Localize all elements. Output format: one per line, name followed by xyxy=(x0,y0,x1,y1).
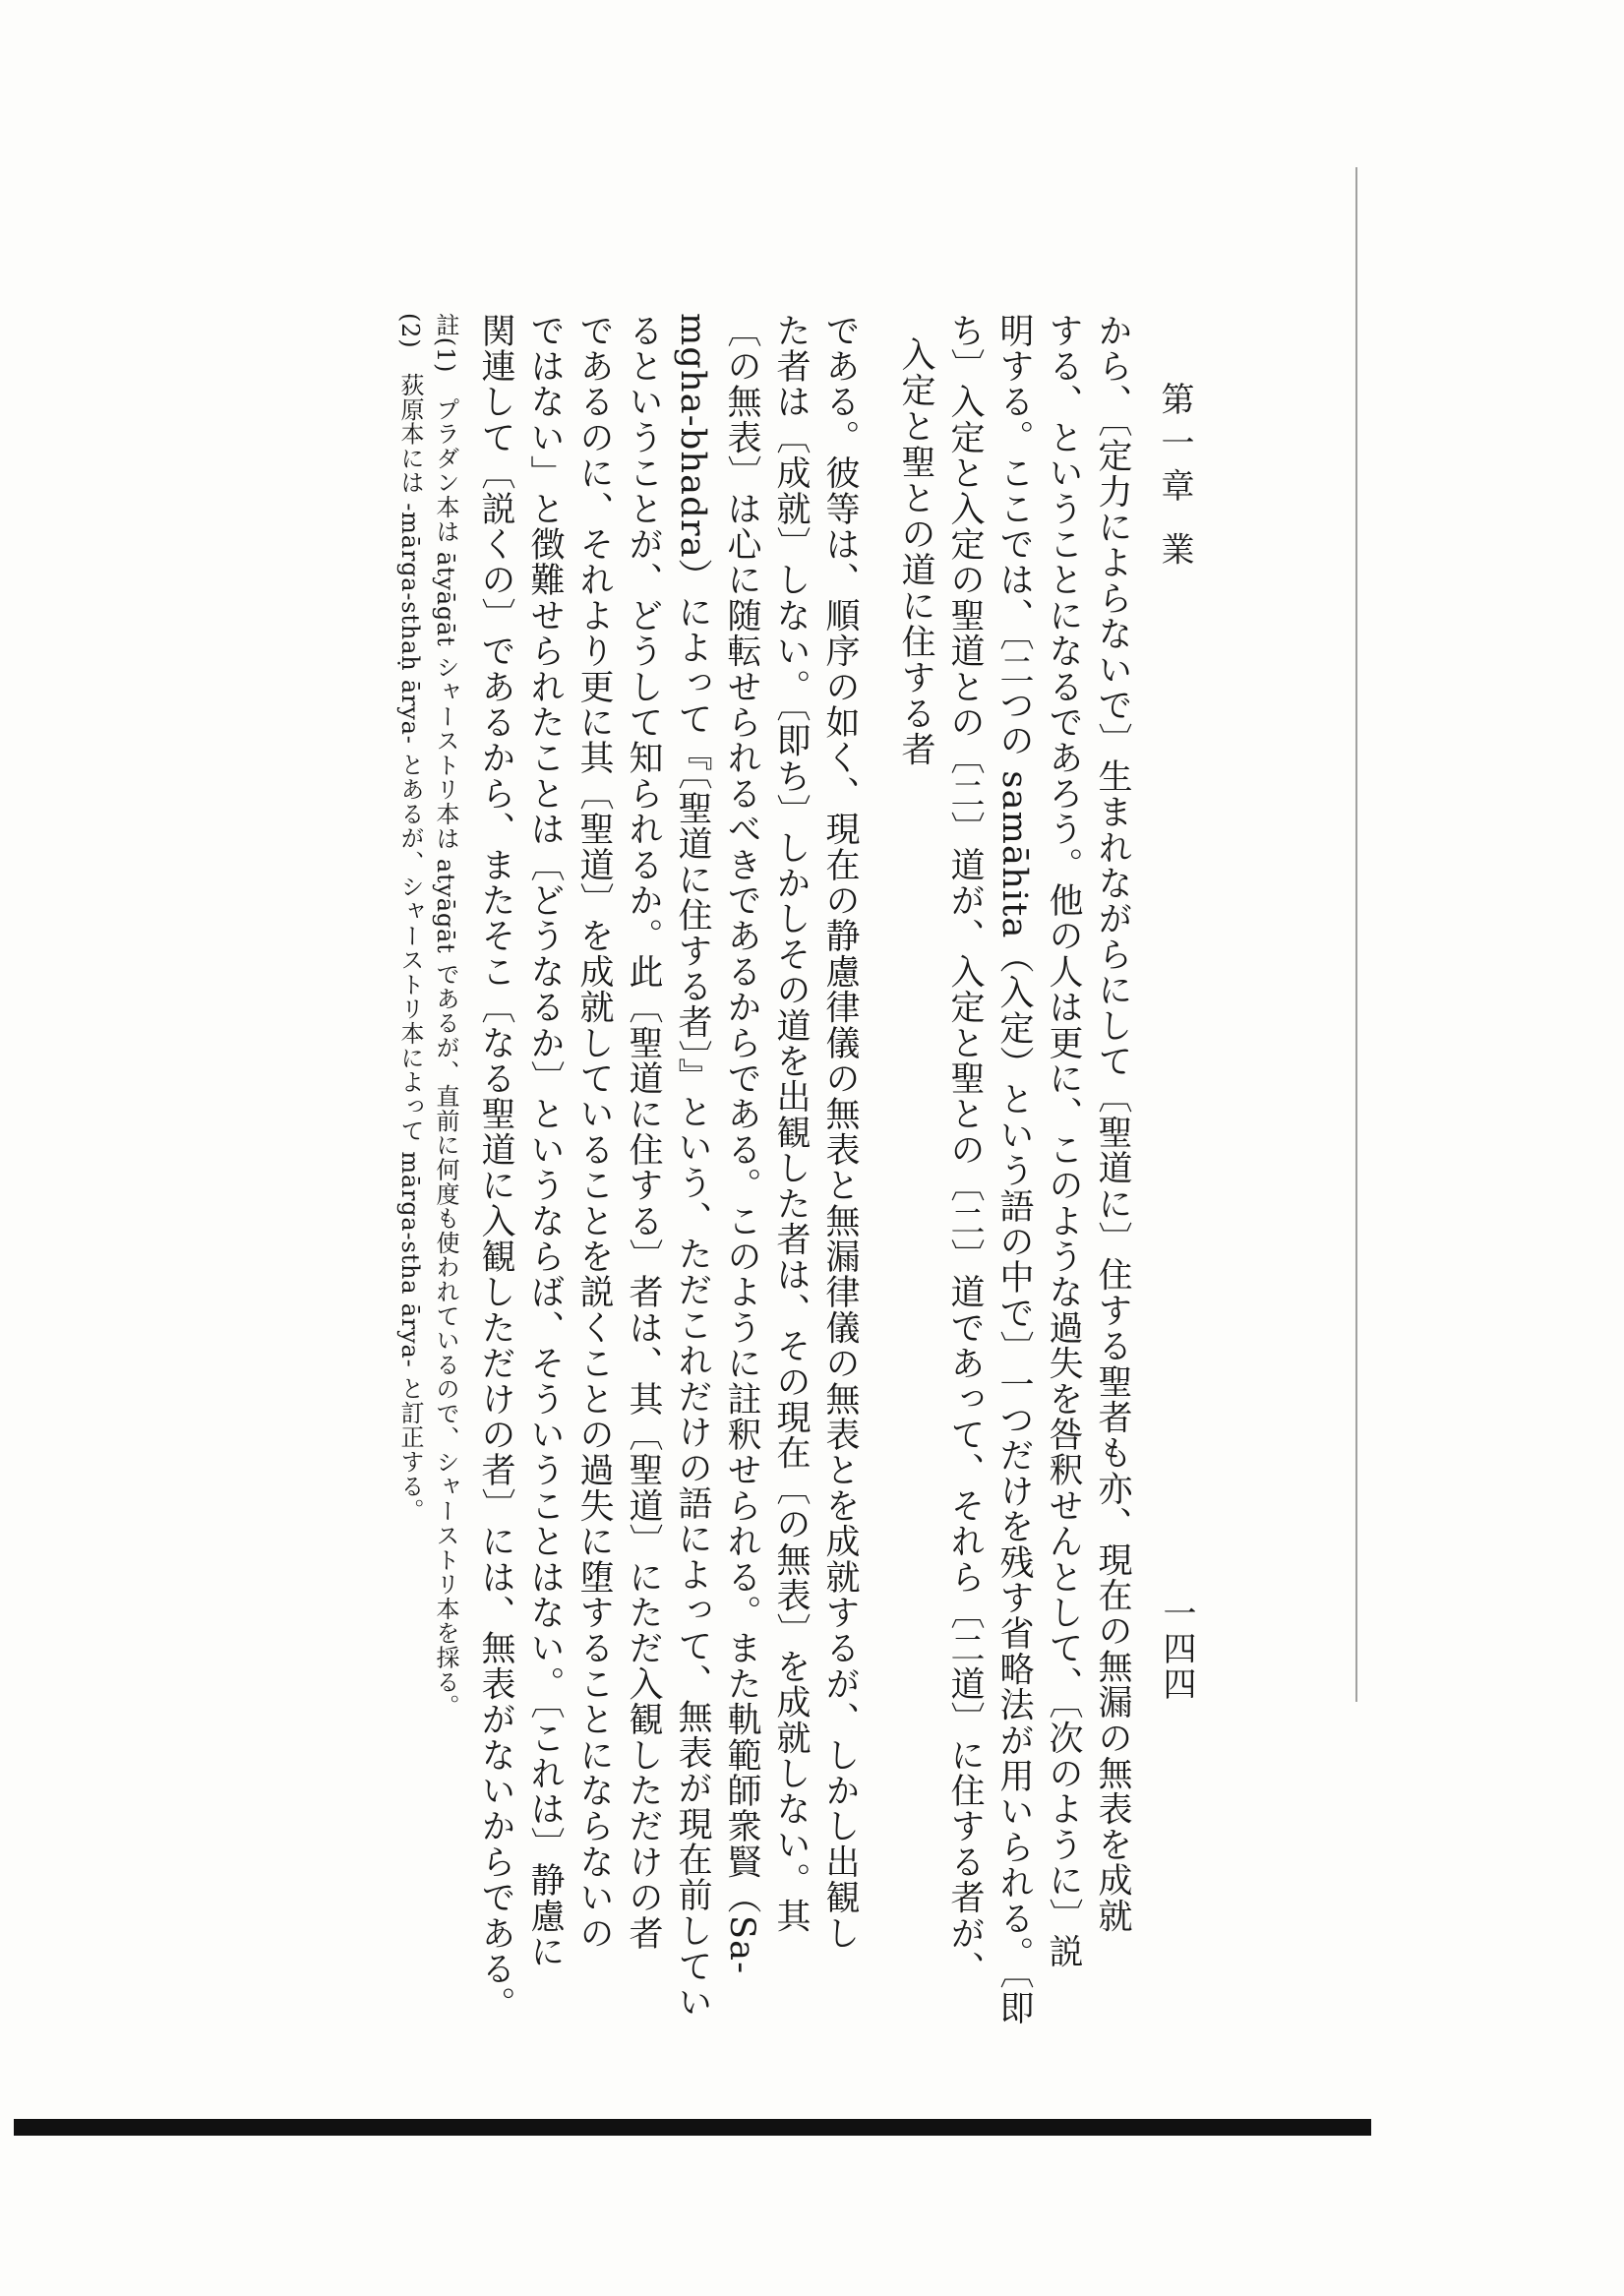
body-column: ではない」と徴難せられたことは〔どうなるか〕というならば、そういうことはない。〔これは〕静慮に xyxy=(525,313,565,1969)
body-column: であるのに、それより更に其〔聖道〕を成就していることを説くことの過失に堕することにならないの xyxy=(574,313,614,1952)
footnote-label: (2) xyxy=(396,313,424,349)
footnote-label: 註(1) xyxy=(432,313,459,374)
running-head: 第一章 業 xyxy=(1155,382,1194,575)
body-column: から、〔定力によらないで〕生まれながらにして〔聖道に〕住する聖者も亦、現在の無漏の無表を成就 xyxy=(1093,313,1132,1934)
body-column: する、ということになるであろう。他の人は更に、このような過失を咎釈せんとして、〔次のように〕説 xyxy=(1044,313,1083,1969)
body-column: 関連して〔説くの〕であるから、またそこ〔なる聖道に入観しただけの者〕には、無表がないからである。 xyxy=(476,313,515,2023)
footnote-text: 荻原本には -mārga-sthaḥ ārya- とあるが、シャーストリ本によって mārga-stha ārya- と訂正する。 xyxy=(396,372,424,1523)
body-column: るということが、どうして知られるか。此〔聖道に住する〕者は、其〔聖道〕にただ入観しただけの者 xyxy=(624,313,663,1952)
page-edge-rule xyxy=(1355,167,1357,1702)
body-column: である。彼等は、順序の如く、現在の静慮律儀の無表と無漏律儀の無表とを成就するが、しかし出観し xyxy=(820,313,860,1952)
page-number: 一四四 xyxy=(1157,1596,1196,1702)
scan-edge-bar xyxy=(14,2119,1371,2136)
footnote xyxy=(429,313,463,1719)
section-heading: 入定と聖との道に住する者 xyxy=(896,336,935,767)
body-column: 〔の無表〕は心に随転せられるべきであるからである。このように註釈せられる。また軌範師衆賢（Sa- xyxy=(722,313,761,1975)
body-column: mgha-bhadra）によって『〔聖道に住する者〕』という、ただこれだけの語によって、無表が現在前してい xyxy=(673,313,712,2021)
body-column: た者は〔成就〕しない。〔即ち〕しかしその道を出観した者は、その現在〔の無表〕を成就しない。其 xyxy=(771,313,811,1934)
footnote xyxy=(393,313,428,1523)
body-column: 明する。ここでは、〔二つの samāhita（入定）という語の中で〕一つだけを残す省略法が用いられる。〔即 xyxy=(994,313,1034,2026)
footnote-text: プラダン本は ātyāgāt シャーストリ本は atyāgāt であるが、直前に何度も使われているので、シャーストリ本を採る。 xyxy=(432,396,459,1719)
body-column: ち〕入定と入定の聖道との〔二〕道が、入定と聖との〔二〕道であって、それら〔二道〕に住する者が、 xyxy=(945,313,985,1987)
